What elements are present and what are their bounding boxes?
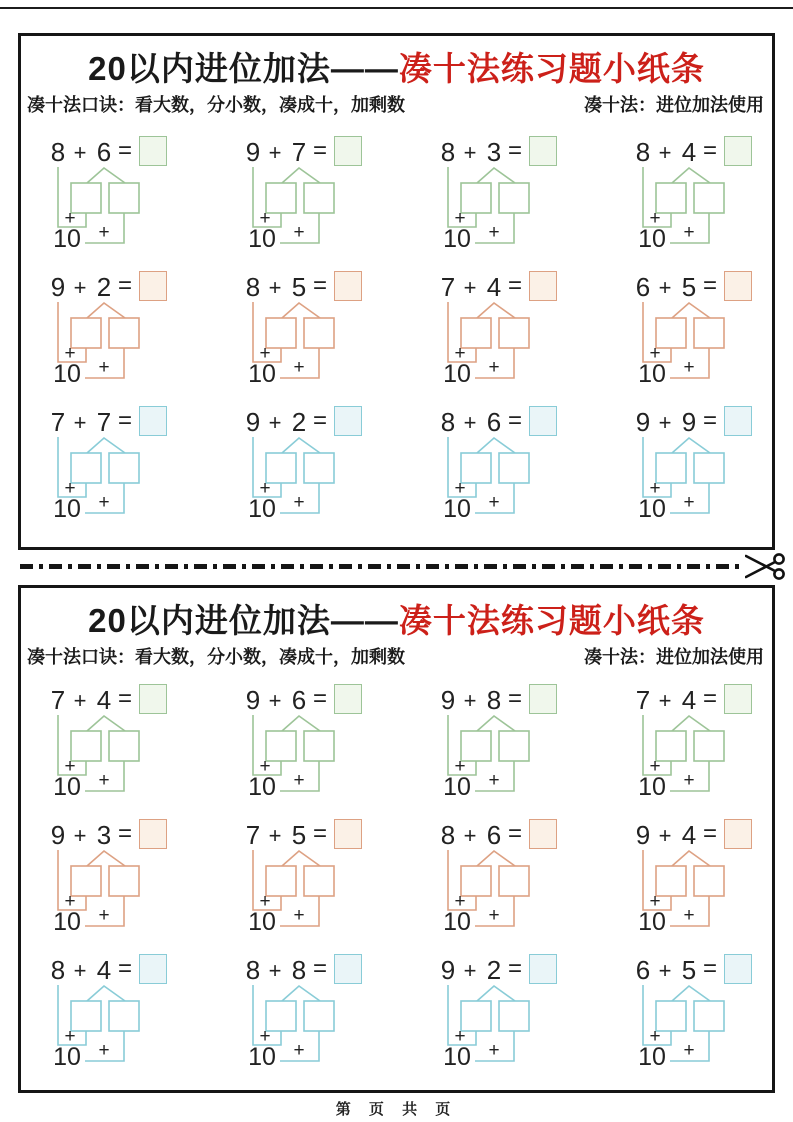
- equals-sign: =: [702, 820, 717, 847]
- part-box-2[interactable]: [109, 318, 139, 348]
- addend-a: 8: [440, 820, 456, 850]
- addend-a: 6: [635, 955, 651, 985]
- remainder-plus-sign: +: [293, 222, 305, 243]
- problem-grid: [21, 135, 772, 538]
- problem-cell: [628, 818, 775, 951]
- make-ten-plus-sign: +: [454, 756, 466, 777]
- make-ten-plus-sign: +: [649, 478, 661, 499]
- plus-sign: +: [73, 958, 87, 983]
- ten-label: 10: [638, 1043, 666, 1071]
- ten-label: 10: [443, 360, 471, 388]
- addend-b: 8: [486, 685, 502, 715]
- make-ten-plus-sign: +: [649, 343, 661, 364]
- equals-sign: =: [702, 955, 717, 982]
- strip-title: [21, 599, 772, 643]
- remainder-plus-sign: +: [98, 770, 110, 791]
- make-ten-plus-sign: +: [259, 756, 271, 777]
- addend-b: 3: [96, 820, 112, 850]
- plus-sign: +: [658, 823, 672, 848]
- ten-label: 10: [638, 908, 666, 936]
- plus-sign: +: [268, 688, 282, 713]
- plus-sign: +: [73, 688, 87, 713]
- equals-sign: =: [117, 955, 132, 982]
- make-ten-plus-sign: +: [64, 891, 76, 912]
- remainder-plus-sign: +: [293, 492, 305, 513]
- usage-note: 凑十法：进位加法使用: [584, 95, 764, 115]
- equals-sign: =: [702, 407, 717, 434]
- plus-sign: +: [463, 823, 477, 848]
- make-ten-plus-sign: +: [259, 478, 271, 499]
- addend-b: 4: [681, 685, 697, 715]
- make-ten-plus-sign: +: [454, 208, 466, 229]
- remainder-plus-sign: +: [293, 770, 305, 791]
- part-box-2[interactable]: [304, 183, 334, 213]
- equals-sign: =: [312, 272, 327, 299]
- ten-label: 10: [443, 225, 471, 253]
- plus-sign: +: [463, 140, 477, 165]
- plus-sign: +: [658, 958, 672, 983]
- problem-cell: [628, 953, 775, 1086]
- remainder-plus-sign: +: [488, 1040, 500, 1061]
- addend-a: 9: [245, 685, 261, 715]
- equals-sign: =: [507, 272, 522, 299]
- part-box-2[interactable]: [304, 866, 334, 896]
- remainder-plus-sign: +: [683, 770, 695, 791]
- addend-b: 7: [291, 137, 307, 167]
- remainder-plus-sign: +: [488, 222, 500, 243]
- make-ten-plus-sign: +: [454, 478, 466, 499]
- remainder-plus-sign: +: [488, 357, 500, 378]
- part-box-2[interactable]: [109, 453, 139, 483]
- plus-sign: +: [73, 275, 87, 300]
- part-box-2[interactable]: [499, 318, 529, 348]
- remainder-plus-sign: +: [683, 357, 695, 378]
- addend-b: 4: [486, 272, 502, 302]
- addend-a: 9: [440, 685, 456, 715]
- problem-cell: [628, 135, 775, 268]
- problem-cell: [433, 818, 628, 951]
- ten-label: 10: [248, 773, 276, 801]
- ten-label: 10: [638, 360, 666, 388]
- addend-b: 2: [291, 407, 307, 437]
- equals-sign: =: [507, 820, 522, 847]
- problem-cell: [238, 818, 433, 951]
- part-box-2[interactable]: [109, 1001, 139, 1031]
- plus-sign: +: [268, 958, 282, 983]
- problem-cell: [43, 405, 238, 538]
- problem-cell: [43, 135, 238, 268]
- problem-cell: [628, 405, 775, 538]
- addend-a: 8: [440, 137, 456, 167]
- addend-a: 7: [50, 685, 66, 715]
- title-red: 凑十法练习题小纸条: [398, 602, 705, 639]
- ten-label: 10: [443, 773, 471, 801]
- ten-label: 10: [248, 225, 276, 253]
- addend-b: 6: [291, 685, 307, 715]
- addend-b: 8: [291, 955, 307, 985]
- remainder-plus-sign: +: [98, 222, 110, 243]
- equals-sign: =: [507, 137, 522, 164]
- remainder-plus-sign: +: [683, 492, 695, 513]
- problem-cell: [43, 953, 238, 1086]
- mnemonic-text: 凑十法口诀：看大数，分小数，凑成十，加剩数: [27, 95, 405, 115]
- make-ten-plus-sign: +: [64, 1026, 76, 1047]
- problem-cell: [238, 683, 433, 816]
- remainder-plus-sign: +: [488, 905, 500, 926]
- plus-sign: +: [463, 958, 477, 983]
- equals-sign: =: [117, 272, 132, 299]
- problem-cell: [238, 135, 433, 268]
- equals-sign: =: [312, 955, 327, 982]
- addend-a: 9: [440, 955, 456, 985]
- addend-b: 5: [291, 820, 307, 850]
- addend-a: 7: [50, 407, 66, 437]
- plus-sign: +: [463, 275, 477, 300]
- equals-sign: =: [117, 137, 132, 164]
- worksheet-strip-2: [18, 585, 775, 1093]
- make-ten-plus-sign: +: [649, 208, 661, 229]
- ten-label: 10: [443, 908, 471, 936]
- dashed-cut-line: [20, 564, 742, 569]
- addend-b: 4: [681, 137, 697, 167]
- remainder-plus-sign: +: [98, 905, 110, 926]
- page-top-rule: [0, 7, 793, 9]
- part-box-2[interactable]: [694, 866, 724, 896]
- addend-a: 7: [635, 685, 651, 715]
- problem-cell: [238, 953, 433, 1086]
- problem-cell: [43, 818, 238, 951]
- addend-a: 9: [245, 137, 261, 167]
- make-ten-plus-sign: +: [649, 891, 661, 912]
- remainder-plus-sign: +: [683, 1040, 695, 1061]
- remainder-plus-sign: +: [488, 770, 500, 791]
- make-ten-plus-sign: +: [649, 756, 661, 777]
- part-box-2[interactable]: [304, 453, 334, 483]
- part-box-2[interactable]: [109, 731, 139, 761]
- remainder-plus-sign: +: [293, 905, 305, 926]
- page-footer: 第 页 共 页: [335, 1101, 458, 1118]
- equals-sign: =: [117, 407, 132, 434]
- strip-subtitle: [21, 93, 772, 117]
- plus-sign: +: [268, 410, 282, 435]
- problem-cell: [628, 683, 775, 816]
- addend-a: 8: [50, 137, 66, 167]
- addend-b: 6: [96, 137, 112, 167]
- addend-b: 2: [96, 272, 112, 302]
- ten-label: 10: [53, 773, 81, 801]
- equals-sign: =: [312, 685, 327, 712]
- addend-b: 6: [486, 820, 502, 850]
- plus-sign: +: [658, 410, 672, 435]
- addend-b: 7: [96, 407, 112, 437]
- problem-cell: [628, 270, 775, 403]
- addend-b: 5: [681, 955, 697, 985]
- equals-sign: =: [312, 137, 327, 164]
- addend-a: 8: [245, 955, 261, 985]
- addend-a: 8: [635, 137, 651, 167]
- part-box-2[interactable]: [694, 453, 724, 483]
- addend-a: 9: [245, 407, 261, 437]
- ten-label: 10: [248, 495, 276, 523]
- addend-b: 3: [486, 137, 502, 167]
- part-box-2[interactable]: [694, 731, 724, 761]
- ten-label: 10: [248, 1043, 276, 1071]
- make-ten-plus-sign: +: [259, 208, 271, 229]
- addend-b: 9: [681, 407, 697, 437]
- addend-a: 8: [245, 272, 261, 302]
- make-ten-plus-sign: +: [64, 478, 76, 499]
- make-ten-plus-sign: +: [454, 1026, 466, 1047]
- addend-a: 9: [635, 820, 651, 850]
- equals-sign: =: [312, 820, 327, 847]
- ten-label: 10: [53, 225, 81, 253]
- make-ten-plus-sign: +: [259, 343, 271, 364]
- make-ten-plus-sign: +: [454, 891, 466, 912]
- equals-sign: =: [117, 685, 132, 712]
- make-ten-plus-sign: +: [454, 343, 466, 364]
- problem-cell: [433, 953, 628, 1086]
- remainder-plus-sign: +: [293, 357, 305, 378]
- plus-sign: +: [463, 410, 477, 435]
- part-box-2[interactable]: [109, 866, 139, 896]
- problem-cell: [238, 270, 433, 403]
- strip-title: [21, 47, 772, 91]
- part-box-2[interactable]: [304, 1001, 334, 1031]
- ten-label: 10: [638, 225, 666, 253]
- usage-note: 凑十法：进位加法使用: [584, 647, 764, 667]
- plus-sign: +: [73, 410, 87, 435]
- part-box-2[interactable]: [499, 1001, 529, 1031]
- equals-sign: =: [702, 137, 717, 164]
- worksheet-strip-1: [18, 33, 775, 550]
- addend-b: 4: [681, 820, 697, 850]
- plus-sign: +: [463, 688, 477, 713]
- addend-a: 9: [635, 407, 651, 437]
- equals-sign: =: [507, 407, 522, 434]
- problem-cell: [238, 405, 433, 538]
- part-box-2[interactable]: [694, 1001, 724, 1031]
- title-black: 20以内进位加法——: [88, 50, 399, 87]
- title-red: 凑十法练习题小纸条: [398, 50, 705, 87]
- ten-label: 10: [248, 908, 276, 936]
- ten-label: 10: [53, 908, 81, 936]
- part-box-2[interactable]: [109, 183, 139, 213]
- equals-sign: =: [702, 685, 717, 712]
- ten-label: 10: [638, 495, 666, 523]
- mnemonic-text: 凑十法口诀：看大数，分小数，凑成十，加剩数: [27, 647, 405, 667]
- equals-sign: =: [702, 272, 717, 299]
- problem-cell: [433, 683, 628, 816]
- make-ten-plus-sign: +: [64, 208, 76, 229]
- remainder-plus-sign: +: [98, 1040, 110, 1061]
- equals-sign: =: [312, 407, 327, 434]
- equals-sign: =: [117, 820, 132, 847]
- ten-label: 10: [443, 495, 471, 523]
- remainder-plus-sign: +: [683, 905, 695, 926]
- ten-label: 10: [638, 773, 666, 801]
- plus-sign: +: [268, 823, 282, 848]
- problem-cell: [433, 405, 628, 538]
- ten-label: 10: [53, 360, 81, 388]
- addend-a: 8: [50, 955, 66, 985]
- addend-b: 5: [681, 272, 697, 302]
- remainder-plus-sign: +: [293, 1040, 305, 1061]
- addend-a: 6: [635, 272, 651, 302]
- problem-cell: [43, 683, 238, 816]
- make-ten-plus-sign: +: [259, 891, 271, 912]
- strip-subtitle: [21, 645, 772, 669]
- problem-cell: [433, 135, 628, 268]
- make-ten-plus-sign: +: [259, 1026, 271, 1047]
- problem-grid: [21, 683, 772, 1086]
- cut-divider: [0, 553, 793, 579]
- equals-sign: =: [507, 955, 522, 982]
- plus-sign: +: [658, 140, 672, 165]
- title-black: 20以内进位加法——: [88, 602, 399, 639]
- addend-a: 9: [50, 272, 66, 302]
- addend-b: 2: [486, 955, 502, 985]
- remainder-plus-sign: +: [98, 357, 110, 378]
- part-box-2[interactable]: [499, 731, 529, 761]
- plus-sign: +: [658, 688, 672, 713]
- part-box-2[interactable]: [499, 866, 529, 896]
- ten-label: 10: [248, 360, 276, 388]
- addend-b: 4: [96, 955, 112, 985]
- addend-b: 6: [486, 407, 502, 437]
- plus-sign: +: [73, 140, 87, 165]
- part-box-2[interactable]: [694, 318, 724, 348]
- plus-sign: +: [658, 275, 672, 300]
- part-box-2[interactable]: [304, 318, 334, 348]
- make-ten-plus-sign: +: [64, 756, 76, 777]
- remainder-plus-sign: +: [488, 492, 500, 513]
- part-box-2[interactable]: [499, 453, 529, 483]
- problem-cell: [433, 270, 628, 403]
- make-ten-plus-sign: +: [64, 343, 76, 364]
- equals-sign: =: [507, 685, 522, 712]
- addend-a: 7: [245, 820, 261, 850]
- scissors-icon: [745, 553, 787, 585]
- part-box-2[interactable]: [499, 183, 529, 213]
- plus-sign: +: [73, 823, 87, 848]
- remainder-plus-sign: +: [683, 222, 695, 243]
- plus-sign: +: [268, 140, 282, 165]
- part-box-2[interactable]: [304, 731, 334, 761]
- ten-label: 10: [443, 1043, 471, 1071]
- addend-a: 7: [440, 272, 456, 302]
- addend-b: 4: [96, 685, 112, 715]
- ten-label: 10: [53, 495, 81, 523]
- plus-sign: +: [268, 275, 282, 300]
- ten-label: 10: [53, 1043, 81, 1071]
- addend-a: 8: [440, 407, 456, 437]
- part-box-2[interactable]: [694, 183, 724, 213]
- addend-a: 9: [50, 820, 66, 850]
- problem-cell: [43, 270, 238, 403]
- addend-b: 5: [291, 272, 307, 302]
- make-ten-plus-sign: +: [649, 1026, 661, 1047]
- remainder-plus-sign: +: [98, 492, 110, 513]
